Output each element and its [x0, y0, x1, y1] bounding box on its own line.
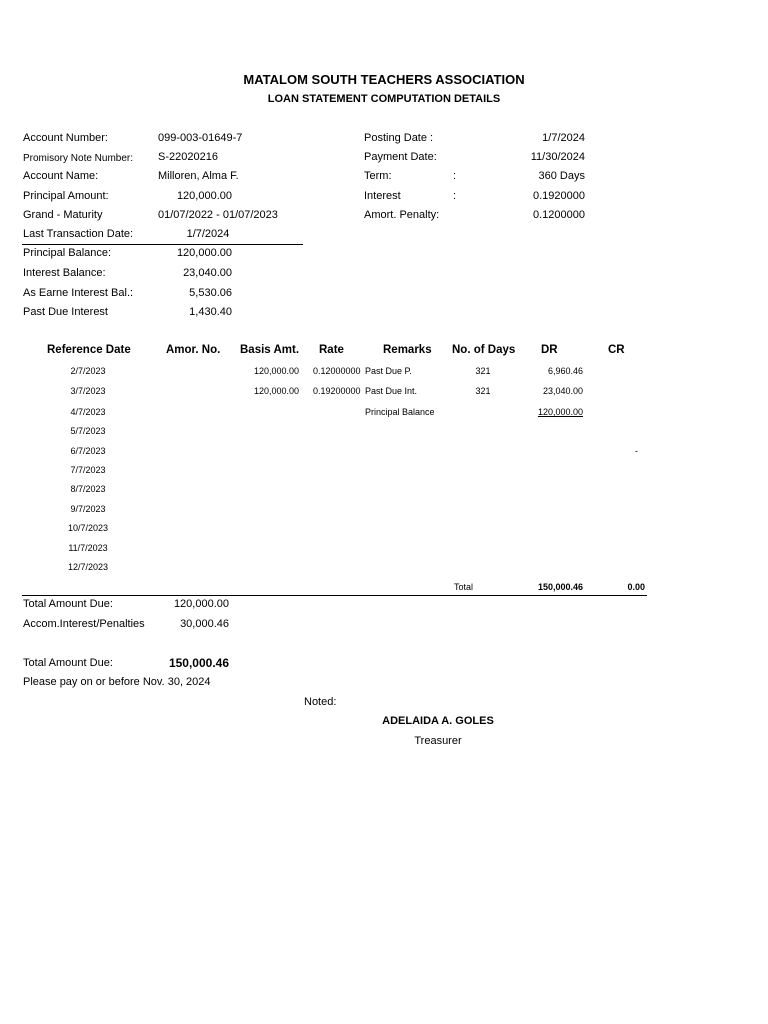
principal-balance-value: 120,000.00	[176, 247, 232, 259]
col-basis-amt: Basis Amt.	[240, 344, 300, 356]
table-bottom-line	[22, 595, 647, 596]
cell-date: 3/7/2023	[70, 386, 106, 396]
cell-date: 6/7/2023	[70, 446, 106, 456]
grant-maturity-value: 01/07/2022 - 01/07/2023	[158, 209, 278, 221]
cell-remarks: Principal Balance	[365, 407, 435, 417]
cell-date: 12/7/2023	[67, 562, 109, 572]
accom-interest-label: Accom.Interest/Penalties	[23, 618, 145, 630]
principal-balance-label: Principal Balance:	[23, 247, 112, 259]
account-name-label: Account Name:	[23, 170, 99, 182]
cell-days: 321	[475, 386, 491, 396]
interest-balance-value: 23,040.00	[183, 267, 232, 279]
payment-date-value: 11/30/2024	[530, 151, 585, 163]
cell-remarks: Past Due Int.	[365, 386, 418, 396]
col-no-of-days: No. of Days	[452, 344, 516, 356]
payment-deadline-note: Please pay on or before Nov. 30, 2024	[23, 676, 211, 688]
interest-colon: :	[453, 190, 457, 202]
interest-balance-label: Interest Balance:	[23, 267, 106, 279]
amort-penalty-label: Amort. Penalty:	[364, 209, 440, 221]
col-rate: Rate	[319, 344, 344, 356]
cell-rate: 0.19200000	[313, 386, 361, 396]
term-value: 360 Days	[538, 170, 585, 182]
cell-date: 7/7/2023	[70, 465, 106, 475]
grand-total-value: 150,000.46	[168, 656, 229, 670]
total-label: Total	[454, 582, 474, 592]
cell-basis: 120,000.00	[253, 386, 299, 396]
col-amor-no: Amor. No.	[166, 344, 221, 356]
cell-remarks: Past Due P.	[365, 366, 412, 376]
cell-date: 5/7/2023	[70, 426, 106, 436]
promissory-note-label: Promisory Note Number:	[23, 153, 134, 164]
cell-rate: 0.12000000	[313, 366, 361, 376]
cell-date: 8/7/2023	[70, 484, 106, 494]
total-dr: 150,000.46	[537, 582, 583, 592]
last-transaction-label: Last Transaction Date:	[23, 228, 134, 240]
past-due-interest-value: 1,430.40	[189, 306, 232, 318]
account-number-value: 099-003-01649-7	[158, 132, 243, 144]
cell-date: 10/7/2023	[67, 523, 109, 533]
signatory-position: Treasurer	[414, 735, 462, 747]
principal-amount-value: 120,000.00	[176, 190, 232, 202]
earned-interest-value: 5,530.06	[189, 287, 232, 299]
account-name-value: Milloren, Alma F.	[158, 170, 239, 182]
document-title: LOAN STATEMENT COMPUTATION DETAILS	[267, 93, 501, 105]
posting-date-label: Posting Date :	[364, 132, 434, 144]
account-number-label: Account Number:	[23, 132, 108, 144]
accom-interest-value: 30,000.46	[180, 618, 229, 630]
cell-days: 321	[475, 366, 491, 376]
cell-basis: 120,000.00	[253, 366, 299, 376]
cell-dr: 6,960.46	[547, 366, 583, 376]
grand-total-label: Total Amount Due:	[23, 657, 113, 669]
noted-label: Noted:	[304, 696, 337, 708]
last-transaction-value: 1/7/2024	[186, 228, 230, 240]
principal-amount-label: Principal Amount:	[23, 190, 109, 202]
col-reference-date: Reference Date	[47, 344, 131, 356]
interest-label: Interest	[364, 190, 401, 202]
signatory-name: ADELAIDA A. GOLES	[382, 715, 494, 727]
posting-date-value: 1/7/2024	[542, 132, 585, 144]
col-cr: CR	[608, 344, 625, 356]
cell-cr: -	[635, 446, 638, 456]
info-divider	[22, 244, 303, 245]
payment-date-label: Payment Date:	[364, 151, 437, 163]
interest-value: 0.1920000	[533, 190, 585, 202]
cell-dr: 120,000.00	[537, 407, 583, 417]
total-cr: 0.00	[627, 582, 645, 592]
col-dr: DR	[541, 344, 558, 356]
term-colon: :	[453, 170, 457, 182]
total-amount-due-value: 120,000.00	[173, 598, 229, 610]
term-label: Term:	[364, 170, 392, 182]
grant-maturity-label: Grand - Maturity	[23, 209, 103, 221]
cell-date: 9/7/2023	[70, 504, 106, 514]
promissory-note-value: S-22020216	[158, 151, 218, 163]
cell-date: 11/7/2023	[68, 543, 108, 553]
cell-date: 4/7/2023	[70, 407, 106, 417]
cell-date: 2/7/2023	[70, 366, 106, 376]
cell-dr: 23,040.00	[542, 386, 583, 396]
amort-penalty-value: 0.1200000	[533, 209, 585, 221]
past-due-interest-label: Past Due Interest	[23, 306, 108, 318]
earned-interest-label: As Earne Interest Bal.:	[23, 287, 134, 299]
total-amount-due-label: Total Amount Due:	[23, 598, 113, 610]
col-remarks: Remarks	[383, 344, 432, 356]
org-title: MATALOM SOUTH TEACHERS ASSOCIATION	[243, 72, 525, 87]
